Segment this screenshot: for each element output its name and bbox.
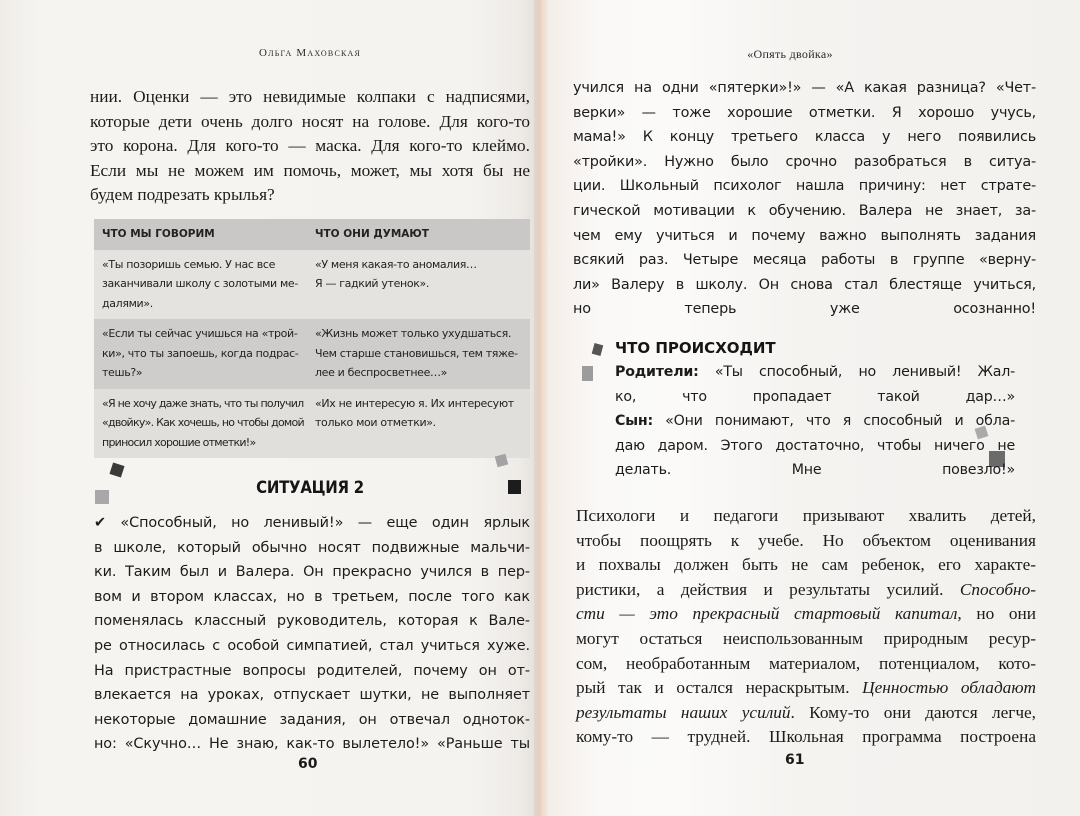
text-line <box>576 676 1036 701</box>
text-line: могут остаться неиспользованным природным ресур- <box>576 628 1036 648</box>
text-line: кому-то — трудней. Школьная программа построена <box>576 727 1036 747</box>
table-row <box>94 250 530 320</box>
running-head-chapter: «Опять двойка» <box>747 47 833 61</box>
text-line <box>576 602 1036 627</box>
page-number: 61 <box>785 752 805 768</box>
situation-paragraph <box>94 511 530 757</box>
box-heading: ЧТО ПРОИСХОДИТ <box>615 339 776 357</box>
text-line: будем подрезать крылья? <box>90 185 275 205</box>
text-line <box>576 578 1036 603</box>
text-line <box>576 701 1036 726</box>
text-line <box>615 409 1015 434</box>
text-span: рый так и остался нераскрытым. <box>576 678 863 698</box>
text-line: влекается на уроках, отпускает шутки, не выполняет <box>94 687 530 704</box>
cell-line: «У меня какая-то аномалия… <box>315 257 477 271</box>
text-span: «Способный, но ленивый!» — еще один ярлык <box>120 515 530 531</box>
cell-think <box>312 255 530 314</box>
decor-square-icon <box>508 480 521 494</box>
intro-paragraph <box>90 85 530 208</box>
cell-say <box>94 255 312 314</box>
text-line: ли» Валеру в школу. Он снова стал блестяще учиться, <box>573 276 1036 293</box>
column-header-think: ЧТО ОНИ ДУМАЮТ <box>315 228 429 240</box>
text-line: учился на одни «пятерки»!» — «А какая разница? «Чет- <box>573 80 1036 96</box>
text-span: но они <box>961 604 1036 624</box>
table-row <box>94 389 530 459</box>
speaker-label: Сын: <box>615 413 653 430</box>
cell-line: только мои отметки». <box>315 416 436 429</box>
cell-line: заканчивали школу с золотыми ме- <box>102 277 298 290</box>
table-header-row <box>94 219 530 250</box>
cell-line: ки», что ты запоешь, когда подрас- <box>102 346 299 360</box>
text-span: «Ты способный, но ленивый! Жал- <box>698 364 1015 380</box>
decor-square-icon <box>582 366 593 381</box>
text-line: нии. Оценки — это невидимые колпаки с надписями, <box>90 87 530 106</box>
text-line: гической мотивации к обучению. Валера не знает, за- <box>573 202 1036 219</box>
text-span: «Они понимают, что я способный и обла- <box>652 413 1015 430</box>
text-line: мама!» К концу третьего класса у него появились <box>573 129 1036 146</box>
text-line: «тройки». Нужно было срочно разобраться в ситуа- <box>573 153 1036 170</box>
cell-line: тешь?» <box>102 366 143 379</box>
text-line: верки» — тоже хорошие отметки. Я хорошо учусь, <box>573 104 1036 121</box>
cell-line: «двойку». Как хочешь, но чтобы домой <box>102 416 304 429</box>
italic-span: Способно- <box>959 579 1036 599</box>
text-line: ко, что пропадает такой дар…» <box>615 388 1015 405</box>
text-line <box>94 511 530 536</box>
cell-line: «Ты позоришь семью. У нас все <box>102 257 275 271</box>
what-happens-dialog <box>615 360 1015 483</box>
italic-span: Ценностью обладают <box>862 678 1036 698</box>
cell-line: «Их не интересую я. Их интересуют <box>315 396 514 410</box>
text-line: но: «Скучно… Не знаю, как-то вылетело!» «Раньше ты <box>94 736 530 753</box>
decor-square-icon <box>95 490 109 504</box>
cell-line: лее и беспросветнее…» <box>315 366 448 379</box>
italic-span: результаты наших усилий <box>576 702 791 722</box>
text-line: ции. Школьный психолог нашла причину: нет страте- <box>573 178 1036 195</box>
right-page <box>540 0 1080 816</box>
text-line: вом и втором классах, но в третьем, после того как <box>94 588 530 605</box>
text-line: некоторые домашние задания, он отвечал одноток- <box>94 711 530 728</box>
speaker-label: Родители: <box>615 364 699 380</box>
cell-line: приносил хорошие отметки!» <box>102 435 256 449</box>
italic-span: сти — это прекрасный стартовый капитал, <box>576 604 962 624</box>
page-number: 60 <box>298 756 318 772</box>
text-line: которые дети очень долго носят на голове. Для кого-то <box>90 111 530 131</box>
cell-line: «Жизнь может только ухудшаться. <box>315 327 512 340</box>
cell-think <box>312 394 530 453</box>
text-line: даю даром. Этого достаточно, чтобы ничего не <box>615 437 1015 454</box>
text-line: чем ему учиться и почему важно выполнять задания <box>573 227 1036 244</box>
running-head-author: Ольга Маховская <box>258 47 362 59</box>
text-line: Психологи и педагоги призывают хвалить детей, <box>576 506 1036 525</box>
text-line: На пристрастные вопросы родителей, почему он от- <box>94 662 530 679</box>
cell-line: далями». <box>102 296 153 310</box>
cell-line: «Я не хочу даже знать, что ты получил <box>102 396 304 410</box>
cell-line: Чем старше становишься, тем тяже- <box>315 346 518 360</box>
continuation-paragraph <box>573 76 1036 322</box>
text-span: . Кому-то они даются легче, <box>790 702 1037 722</box>
checkmark-icon: ✔ <box>94 515 106 531</box>
text-line: чтобы поощрять к учебе. Но объектом оценивания <box>576 530 1036 550</box>
text-line: поменялась классный руководитель, которая к Вале- <box>94 613 530 630</box>
text-line: ки. Таким был и Валера. Он прекрасно учился в пер- <box>94 564 530 581</box>
main-paragraph <box>576 504 1036 750</box>
say-think-table <box>94 219 530 458</box>
text-line: сом, необработанным материалом, потенциалом, кото- <box>576 653 1036 673</box>
section-heading: СИТУАЦИЯ 2 <box>256 478 364 498</box>
text-line: Если мы не можем им помочь, может, мы хотя бы не <box>90 160 530 180</box>
decor-square-icon <box>109 462 124 477</box>
text-line: всякий раз. Четыре месяца работы в группе «верну- <box>573 252 1036 269</box>
text-line: это корона. Для кого-то — маска. Для кого-то клеймо. <box>90 136 530 156</box>
text-span: ристики, а действия и результаты усилий. <box>576 579 960 599</box>
text-line: ре относилась с особой симпатией, стал учиться хуже. <box>94 637 530 654</box>
cell-say <box>94 394 312 453</box>
text-line <box>615 360 1015 385</box>
text-line: но теперь уже осознанно! <box>573 301 1036 318</box>
cell-line: «Если ты сейчас учишься на «трой- <box>102 327 298 340</box>
table-row <box>94 319 530 389</box>
column-header-say: ЧТО МЫ ГОВОРИМ <box>102 228 215 240</box>
decor-square-icon <box>592 343 604 356</box>
cell-think <box>312 324 530 383</box>
text-line: делать. Мне повезло!» <box>615 462 1015 479</box>
text-line: в школе, который обычно носят подвижные мальчи- <box>94 539 530 556</box>
cell-say <box>94 324 312 383</box>
text-line: и похвалы должен быть не сам ребенок, его характе- <box>576 555 1036 575</box>
cell-line: Я — гадкий утенок». <box>315 277 430 290</box>
